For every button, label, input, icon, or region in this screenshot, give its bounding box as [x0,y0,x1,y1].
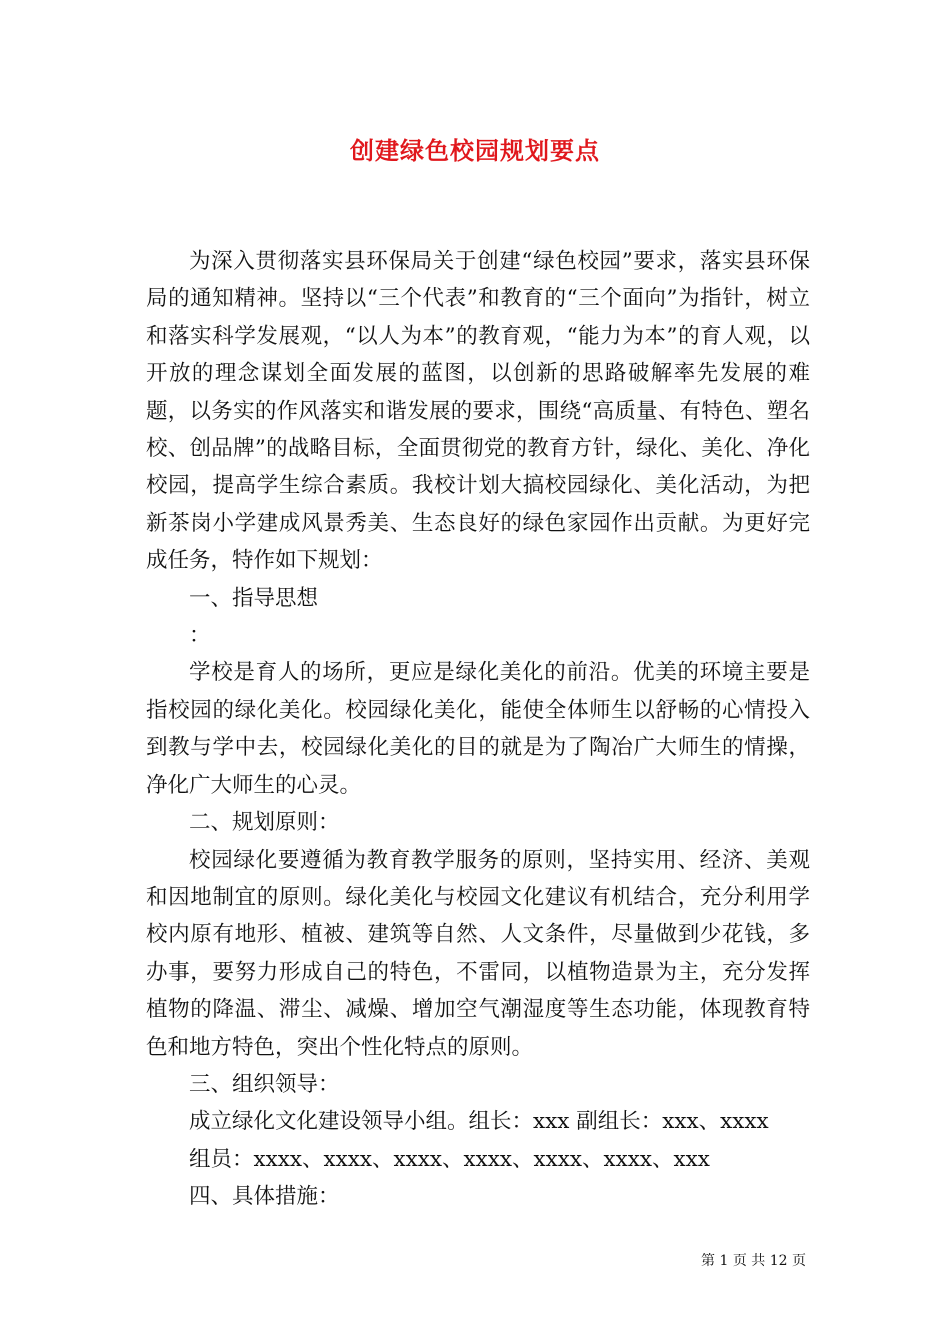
intro-paragraph: 为深入贯彻落实县环保局关于创建“绿色校园”要求，落实县环保局的通知精神。坚持以“三个代表”和教育的“三个面向”为指针，树立和落实科学发展观，“以人为本”的教育观，“能力为本”的育人观，以开放的理念谋划全面发展的蓝图，以创新的思路破解率先发展的难题，以务实的作风落实和谐发展的要求，围绕“高质量、有特色、塑名校、创品牌”的战略目标，全面贯彻党的教育方针，绿化、美化、净化校园，提高学生综合素质。我校计划大搞校园绿化、美化活动，为把新茶岗小学建成风景秀美、生态良好的绿色家园作出贡献。为更好完成任务，特作如下规划： [146,249,811,574]
guiding-thought-paragraph: 学校是育人的场所，更应是绿化美化的前沿。优美的环境主要是指校园的绿化美化。校园绿化美化，能使全体师生以舒畅的心情投入到教与学中去，校园绿化美化的目的就是为了陶冶广大师生的情操，净化广大师生的心灵。 [146,660,810,798]
document-title: 创建绿色校园规划要点 [350,136,600,165]
section-heading-principles: 二、规划原则： [189,810,340,836]
members-line: 组员：xxxx、xxxx、xxxx、xxxx、xxxx、xxxx、xxx [189,1146,710,1172]
colon-line: ： [189,623,211,649]
page-number-footer: 第 1 页 共 12 页 [701,1253,806,1269]
section-heading-guiding-thought: 一、指导思想 [189,585,319,611]
leaders-line: 成立绿化文化建设领导小组。组长：xxx 副组长：xxx、xxxx [189,1109,769,1135]
principles-paragraph: 校园绿化要遵循为教育教学服务的原则，坚持实用、经济、美观和因地制宜的原则。绿化美化与校园文化建议有机结合，充分利用学校内原有地形、植被、建筑等自然、人文条件，尽量做到少花钱，多办事，要努力形成自己的特色，不雷同，以植物造景为主，充分发挥植物的降温、滞尘、减燥、增加空气潮湿度等生态功能，体现教育特色和地方特色，突出个性化特点的原则。 [146,847,810,1060]
section-heading-measures: 四、具体措施： [189,1184,340,1210]
document-body [146,243,810,1216]
section-heading-organization: 三、组织领导： [189,1071,340,1097]
